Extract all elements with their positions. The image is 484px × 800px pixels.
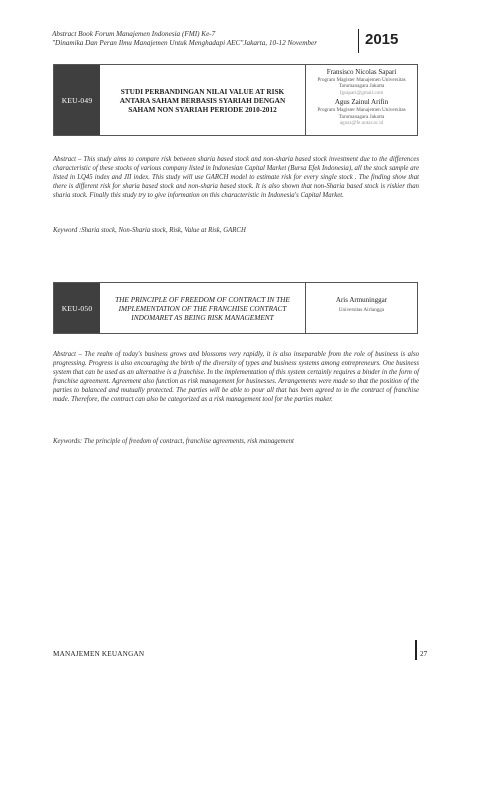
footer-section-label: MANAJEMEN KEUANGAN xyxy=(53,650,145,658)
page-number: 27 xyxy=(420,650,428,658)
paper-keywords: Keyword :Sharia stock, Non-Sharia stock, Risk, Value at Risk, GARCH xyxy=(53,227,246,234)
header-line-2: "Dinamika Dan Peran Ilmu Manajemen Untuk Menghadapi AEC"Jakarta, 10-12 November xyxy=(52,39,318,47)
footer-divider xyxy=(415,640,417,660)
year-label: 2015 xyxy=(365,31,399,48)
paper-title-cell xyxy=(100,283,306,333)
header-line-1: Abstract Book Forum Manajemen Indonesia (FMI) Ke-7 xyxy=(52,30,216,38)
author-affiliation: Program Magister Manajemen Universitas Tarumanagara Jakarta xyxy=(317,107,406,120)
author-email[interactable]: fgsapari@gmail.com xyxy=(339,89,384,96)
author-name: Fransisco Nicolas Sapari xyxy=(326,68,397,76)
author-affiliation: Program Magister Manajemen Universitas Tarumanagara Jakarta xyxy=(317,77,406,90)
paper-keywords: Keywords: The principle of freedom of contract, franchise agreements, risk management xyxy=(53,438,294,445)
paper-authors xyxy=(306,283,417,333)
paper-title-cell xyxy=(100,65,306,135)
author-name: Aris Armuninggar xyxy=(335,296,388,304)
paper-box-keu-050 xyxy=(53,282,418,334)
paper-abstract: Abstract – The realm of today's business grows and blossoms very rapidly, it is also inseparable from the role of business is also progressing. Progress is also encouraging the birth of the diversity of types and business systems among entrepreneurs. One business system that can be used as an alternative is a franchise. In the implementation of this system certainly requires a binder in the form of franchise agreement. Agreement also function as risk management for businesses. Arrangements were made so that the position of the parties to balanced and mutually protected. The parties will be able to pour all that has been agreed to in the contract of franchise made. Therefore, the contract can also be categorized as a risk management tool for the parties maker. xyxy=(53,351,419,403)
paper-box-keu-049 xyxy=(53,64,418,136)
author-affiliation: Universitas Airlangga xyxy=(338,307,385,313)
paper-title: THE PRINCIPLE OF FREEDOM OF CONTRACT IN THE IMPLEMENTATION OF THE FRANCHISE CONTRACT INDOMARET AS BEING RISK MANAGEMENT xyxy=(115,294,290,322)
paper-title: STUDI PERBANDINGAN NILAI VALUE AT RISK ANTARA SAHAM BERBASIS SYARIAH DENGAN SAHAM NON SYARIAH PERIODE 2010-2012 xyxy=(119,86,286,114)
year-box xyxy=(358,29,418,53)
paper-abstract: Abstract – This study aims to compare risk between sharia based stock and non-sharia based stock investment due to the differences characteristic of these stocks of various company listed in Indonesian Capital Market (Bursa Efek Indonesia), all the stock sample are listed in LQ45 index and JII index. This study will use GARCH model to estimate risk for every single stock . The finding show that there is different risk for sharia based stock and non-sharia based stock. It is also shown that non-Sharia based stock is riskier than sharia stock. Finally this study try to give information on this characteristic in Indonesia's Capital Market. xyxy=(53,156,419,199)
paper-authors xyxy=(306,65,417,135)
paper-code: KEU-049 xyxy=(54,65,100,135)
paper-code: KEU-050 xyxy=(54,283,100,333)
author-email[interactable]: agusz@fe.untar.ac.id xyxy=(339,120,384,127)
author-name: Agus Zainul Arifin xyxy=(334,98,389,107)
